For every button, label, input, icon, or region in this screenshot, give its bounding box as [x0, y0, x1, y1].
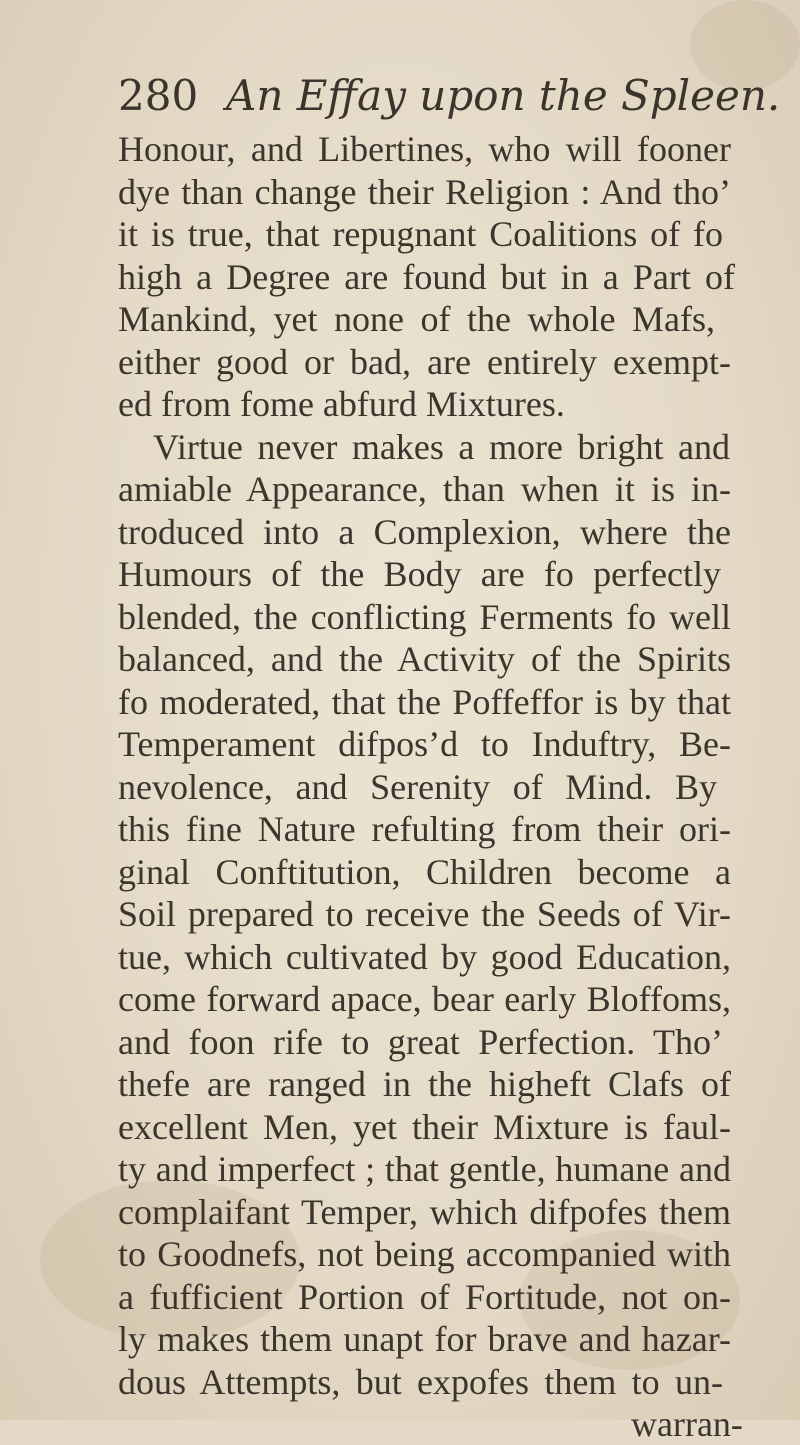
text-line: come forward apace, bear early Bloffoms,	[118, 979, 731, 1019]
text-line: excellent Men, yet their Mixture is faul-	[118, 1106, 731, 1147]
text-line: nevolence, and Serenity of Mind. By	[118, 766, 717, 807]
text-line: and foon rife to great Perfection. Tho’	[118, 1021, 723, 1062]
text-line: complaifant Temper, which difpofes them	[118, 1191, 731, 1232]
running-header	[118, 66, 781, 126]
text-line: it is true, that repugnant Coalitions of fo	[118, 214, 723, 254]
text-line: tue, which cultivated by good Education,	[118, 936, 731, 977]
text-line: a fufficient Portion of Fortitude, not on-	[118, 1276, 731, 1317]
text-line: this fine Nature refulting from their ori-	[118, 809, 731, 849]
text-line: ly makes them unapt for brave and hazar-	[118, 1319, 731, 1359]
text-line: Virtue never makes a more bright and	[153, 426, 730, 467]
text-line: blended, the conflicting Ferments fo well	[118, 596, 731, 637]
text-line: either good or bad, are entirely exempt-	[118, 341, 731, 382]
text-line: ty and imperfect ; that gentle, humane and	[118, 1149, 731, 1189]
page-number: 280	[118, 71, 199, 120]
text-line: Mankind, yet none of the whole Mafs,	[118, 299, 715, 339]
text-line: dye than change their Religion : And tho’	[118, 171, 731, 212]
catchword: warran-	[631, 1404, 743, 1444]
text-line: Soil prepared to receive the Seeds of Vir-	[118, 894, 731, 934]
text-line: balanced, and the Activity of the Spirits	[118, 639, 731, 679]
text-line: troduced into a Complexion, where the	[118, 511, 731, 552]
text-line: dous Attempts, but expofes them to un-	[118, 1361, 723, 1402]
text-line: fo moderated, that the Poffeffor is by that	[118, 681, 731, 722]
text-line: high a Degree are found but in a Part of	[118, 256, 735, 297]
text-line: ginal Conftitution, Children become a	[118, 851, 731, 892]
text-line: thefe are ranged in the higheft Clafs of	[118, 1064, 731, 1104]
text-line: Honour, and Libertines, who will fooner	[118, 129, 731, 169]
text-line: Temperament difpos’d to Induftry, Be-	[118, 724, 731, 764]
text-line: ed from fome abfurd Mixtures.	[118, 384, 565, 424]
running-title: An Effay upon the Spleen.	[226, 71, 781, 120]
text-line: amiable Appearance, than when it is in-	[118, 469, 731, 509]
text-line: Humours of the Body are fo perfectly	[118, 554, 721, 594]
text-line: to Goodnefs, not being accompanied with	[118, 1234, 731, 1274]
